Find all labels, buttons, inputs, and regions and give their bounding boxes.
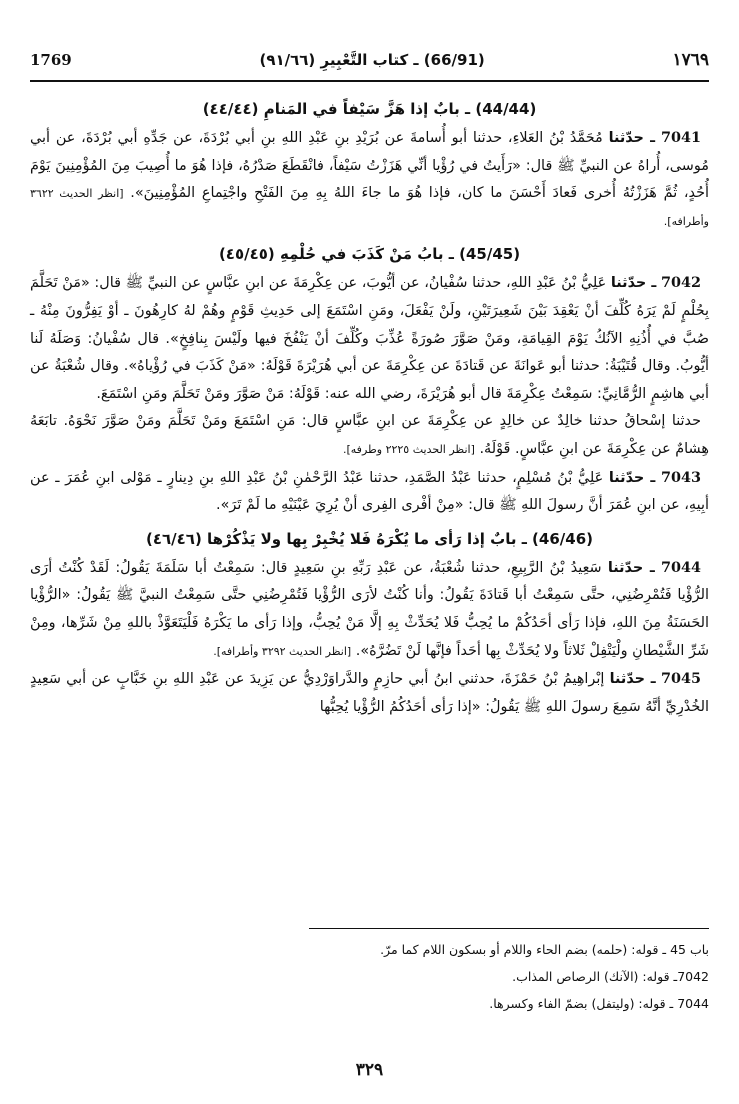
hadith-text: عَلِيُّ بْنُ مُسْلِمٍ، حدثنا عَبْدُ الصَّمَدِ، حدثنا عَبْدُ الرَّحْمٰنِ بْنُ عَبْدِ اللهِ بنِ دِينارٍ ـ مَوْلى ابنِ عُمَرَ ـ عن أبِيهِ، عن ابنِ عُمَرَ أنَّ رسولَ اللهِ ﷺ قال: «مِنْ أفْرى الفِرى أنْ يُرِيَ عَيْنَيْهِ ما لَمْ تَرَ».	[30, 469, 709, 514]
hadith-reference: [انظر الحديث ٣٦٢٢ وأطرافه].	[30, 187, 709, 228]
hadith-lead: ـ حدّثنا	[609, 671, 656, 688]
hadith-7042-chain	[30, 408, 709, 463]
hadith-7043	[30, 464, 709, 520]
hadith-reference: [انظر الحديث ٢٢٢٥ وطرفه].	[343, 442, 475, 456]
hadith-text: إبْراهِيمُ بْنُ حَمْزَةَ، حدثني ابنُ أبي حازِمٍ والدَّراوَرْدِيُّ عن يَزِيدَ عن عَبْدِ اللهِ بنِ خَبَّابٍ عن أبي سَعِيدٍ الخُدْرِيِّ أنَّهُ سَمِعَ رسولَ اللهِ ﷺ يَقُولُ: «إذا رَأى أحَدُكُمُ الرُّؤْيا يُحِبُّها	[30, 671, 709, 715]
footnotes	[30, 936, 709, 1017]
hadith-lead: ـ حدّثنا	[607, 559, 655, 576]
hadith-reference: [انظر الحديث ٣٢٩٢ وأطرافه].	[213, 644, 352, 658]
hadith-number: 7041	[660, 129, 701, 146]
footnote: 7042ـ قوله: (الآنك) الرصاص المذاب.	[512, 969, 709, 984]
hadith-lead: ـ حدّثنا	[610, 275, 657, 292]
hadith-text: سَعِيدُ بْنُ الرَّبِيعِ، حدثنا شُعْبَةُ، عن عَبْدِ رَبِّهِ بنِ سَعِيدٍ قال: سَمِعْتُ أبا سَلَمَةَ يَقُولُ: لَقَدْ كُنْتُ أرَى الرُّؤْيا فَتُمْرِضُنِي، حتَّى سَمِعْتُ أبا قَتادَةَ يَقُولُ: وأنا كُنْتُ لأرَى الرُّؤْيا فَتُمْرِضُنِي حتَّى سَمِعْتُ النبيَّ ﷺ يَقُولُ: «الرُّؤْيا الحَسَنَةُ مِنَ اللهِ، فإذا رَأى أحَدُكُمْ ما يُحِبُّ فَلا يُحَدِّثْ بِهِ إلَّا مَنْ يُحِبُّ، وإذا رَأى ما يَكْرَهُ فَلْيَتَعَوَّذْ باللهِ مِنْ شَرِّها، ومِنْ شَرِّ الشَّيْطانِ ولْيَتْفِلْ ثَلاثاً ولا يُحَدِّثْ بِها أحَداً فإنَّها لَنْ تَضُرَّهُ».	[30, 559, 709, 659]
chapter-title: (44/44) ـ بابٌ إذا هَزَّ سَيْفاً في المَنامِ (٤٤/٤٤)	[202, 100, 537, 118]
running-title: (66/91) ـ كتاب التَّعْبِيرِ (٩١/٦٦)	[259, 51, 485, 69]
hadith-number: 7045	[660, 670, 702, 688]
hadith-lead: ـ حدّثنا	[608, 130, 656, 146]
chapter-title: (45/45) ـ بابُ مَنْ كَذَبَ في حُلْمِهِ (٤٥/٤٥)	[218, 245, 521, 264]
hadith-7041	[30, 124, 709, 235]
hadith-number: 7042	[660, 274, 702, 292]
hadith-7045	[30, 665, 709, 721]
hadith-7044	[30, 554, 709, 665]
page-number-latin: 1769	[30, 51, 72, 69]
footnote: باب 45 ـ قوله: (حلمه) بضم الحاء واللام أو بسكون اللام كما مرّ.	[380, 942, 709, 957]
running-header	[30, 44, 709, 76]
footnote: 7044 ـ قوله: (وليتفل) بضمّ الفاء وكسرها.	[489, 996, 709, 1011]
main-text	[30, 90, 709, 721]
chapter-title: (46/46) ـ بابٌ إذا رَأى ما يُكْرَهُ فَلا يُخْبِرْ بِها ولا يَذْكُرْها (٤٦/٤٦)	[145, 529, 594, 548]
header-rule	[30, 80, 709, 82]
hadith-lead: ـ حدّثنا	[608, 469, 656, 486]
page-number-footer: ٣٢٩	[355, 1060, 384, 1080]
hadith-7042	[30, 269, 709, 408]
page-number-arabic: ١٧٦٩	[672, 50, 709, 70]
hadith-number: 7044	[660, 558, 702, 576]
footnote-rule	[309, 928, 709, 929]
hadith-text: حدثنا إسْحاقُ حدثنا خالِدٌ عن خالِدٍ عن عِكْرِمَةَ عن ابنِ عبَّاسٍ قال: مَنِ اسْتَمَعَ ومَنْ تَحَلَّمَ ومَنْ صَوَّرَ نَحْوَهُ. تابَعَهُ هِشامٌ عن عِكْرِمَةَ عن ابنِ عبَّاسٍ. قَوْلَهُ.	[30, 413, 709, 457]
hadith-text: عَلِيُّ بْنُ عَبْدِ اللهِ، حدثنا سُفْيانُ، عن أيُّوبَ، عن عِكْرِمَةَ عن ابنِ عبَّاسٍ عن النبيِّ ﷺ قال: «مَنْ تَحَلَّمَ بِحُلْمٍ لَمْ يَرَهُ كُلِّفَ أنْ يَعْقِدَ بَيْنَ شَعِيرَتَيْنِ، ولَنْ يَفْعَلَ، ومَنِ اسْتَمَعَ إلى حَدِيثِ قَوْمٍ وهُمْ لهُ كارِهُونَ ـ أوْ يَفِرُّونَ مِنْهُ ـ صُبَّ في أُذُنِهِ الآنُكُ يَوْمَ القِيامَةِ، ومَنْ صَوَّرَ صُورَةً عُذِّبَ وكُلِّفَ أنْ يَنْفُخَ فيها ولَيْسَ بِنافِخٍ». قال سُفْيانُ: وَصَلَهُ لَنا أيُّوبُ. وقال قُتَيْبَةُ: حدثنا أبو عَوانَةَ عن قَتادَةَ عن عِكْرِمَةَ عن أبي هُرَيْرَةَ قَوْلَهُ: «مَنْ كَذَبَ في رُؤْياهُ». وقال شُعْبَةُ عن أبي هاشِمٍ الرُّمَّانِيِّ: سَمِعْتُ عِكْرِمَةَ قال أبو هُرَيْرَةَ، رضي الله عنه: قَوْلَهُ: مَنْ صَوَّرَ ومَنْ تَحَلَّمَ ومَنِ اسْتَمَعَ.	[30, 275, 709, 402]
hadith-text: مُحَمَّدُ بْنُ العَلاءِ، حدثنا أبو أُسامةَ عن بُرَيْدِ بنِ عَبْدِ اللهِ بنِ أبي بُرْدَةَ، عن جَدِّهِ أبي بُرْدَةَ، عن أبي مُوسى، أُراهُ عن النبيِّ ﷺ قال: «رَأَيتُ في رُؤْيا أنِّي هَزَزْتُ سَيْفاً، فانْقَطَعَ صَدْرُهُ، فإذا هُوَ ما أُصِيبَ مِنَ المُؤْمِنِينَ يَوْمَ أُحُدٍ، ثُمَّ هَزَزْتُهُ أُخرى فَعادَ أَحْسَنَ ما كان، فإذا هُوَ ما جاءَ اللهُ بِهِ مِنَ الفَتْحِ واجْتِماعِ المُؤْمِنِينَ».	[30, 130, 710, 202]
hadith-number: 7043	[660, 468, 702, 486]
